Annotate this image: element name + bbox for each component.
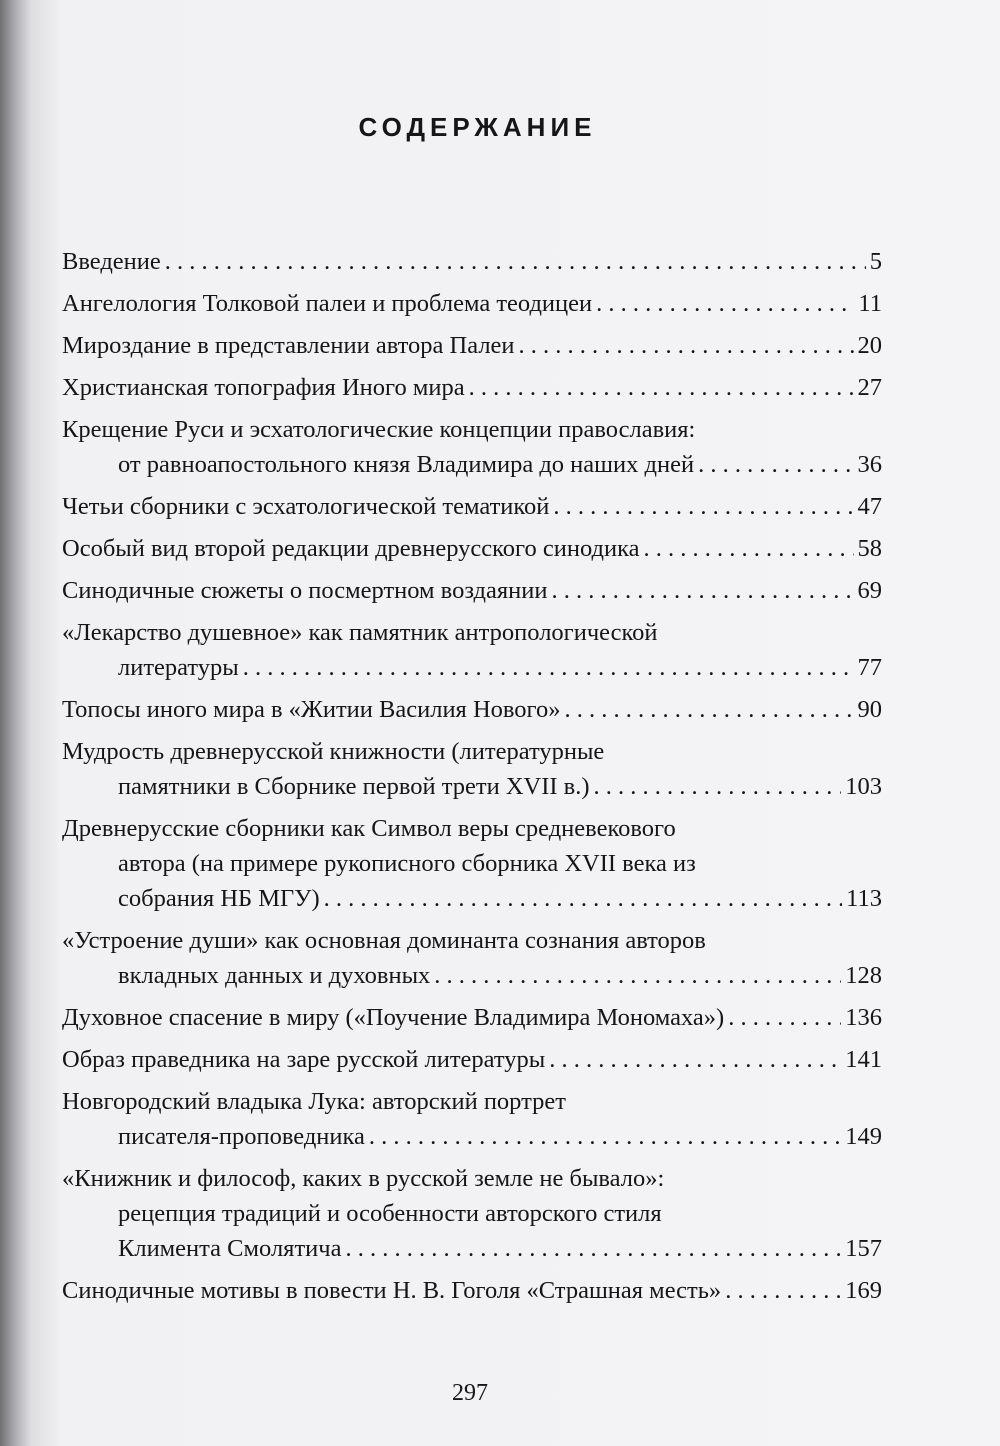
toc-entry-line bbox=[62, 244, 882, 279]
toc-page-number: 58 bbox=[857, 535, 882, 562]
toc-entry-line bbox=[62, 573, 882, 608]
toc-entry-title: «Лекарство душевное» как памятник антропологической bbox=[62, 619, 658, 646]
page-title: СОДЕРЖАНИЕ bbox=[358, 112, 597, 142]
dot-leader bbox=[698, 447, 853, 482]
toc-entry-title: Ангелология Толковой палеи и проблема теодицеи bbox=[62, 290, 593, 317]
dot-leader bbox=[369, 1119, 841, 1154]
toc-page-number: 136 bbox=[845, 1004, 882, 1031]
toc-entry-line bbox=[62, 328, 882, 363]
toc-page-number: 20 bbox=[857, 332, 882, 359]
dot-leader bbox=[549, 1042, 841, 1077]
toc-entry bbox=[62, 1042, 882, 1077]
toc-entry-line bbox=[62, 1084, 882, 1119]
dot-leader bbox=[725, 1273, 841, 1308]
toc-entry-title: Образ праведника на заре русской литературы bbox=[62, 1046, 546, 1073]
toc-page-number: 128 bbox=[845, 962, 882, 989]
dot-leader bbox=[434, 958, 841, 993]
dot-leader bbox=[469, 370, 854, 405]
dot-leader bbox=[243, 650, 854, 685]
toc-entry-title: автора (на примере рукописного сборника XVII века из bbox=[118, 850, 696, 877]
toc-entry bbox=[62, 489, 882, 524]
toc-entry-line bbox=[62, 734, 882, 769]
toc-entry-title: «Устроение души» как основная доминанта сознания авторов bbox=[62, 927, 706, 954]
dot-leader bbox=[345, 1231, 841, 1266]
toc-page-number: 113 bbox=[846, 885, 882, 912]
toc-entry bbox=[62, 286, 882, 321]
toc-entry-line bbox=[62, 531, 882, 566]
toc-entry-line bbox=[62, 1273, 882, 1308]
toc-entry bbox=[62, 1084, 882, 1154]
toc-entry bbox=[62, 923, 882, 993]
toc-entry-line bbox=[62, 286, 882, 321]
toc-entry-line bbox=[62, 370, 882, 405]
toc-entry-title: Мудрость древнерусской книжности (литературные bbox=[62, 738, 605, 765]
dot-leader bbox=[728, 1000, 841, 1035]
dot-leader bbox=[519, 328, 854, 363]
toc-page-number: 11 bbox=[858, 290, 882, 317]
toc-page-number: 90 bbox=[857, 696, 882, 723]
toc-entry-title: Новгородский владыка Лука: авторский портрет bbox=[62, 1088, 566, 1115]
toc-entry-title: Древнерусские сборники как Символ веры средневекового bbox=[62, 815, 676, 842]
toc-page-number: 69 bbox=[857, 577, 882, 604]
toc-entry-line bbox=[62, 1119, 882, 1154]
toc-page-number: 149 bbox=[845, 1123, 882, 1150]
toc-entry-line bbox=[62, 958, 882, 993]
toc-entry-title: Топосы иного мира в «Житии Василия Нового» bbox=[62, 696, 561, 723]
toc-entry-line bbox=[62, 846, 882, 881]
toc-entry-title: литературы bbox=[118, 654, 239, 681]
toc-entry-title: Мироздание в представлении автора Палеи bbox=[62, 332, 515, 359]
toc-entry bbox=[62, 573, 882, 608]
toc-entry bbox=[62, 1000, 882, 1035]
toc-entry-line bbox=[62, 1196, 882, 1231]
dot-leader bbox=[644, 531, 854, 566]
toc-entry-line bbox=[62, 489, 882, 524]
toc-entry-line bbox=[62, 1161, 882, 1196]
toc-entry bbox=[62, 1273, 882, 1308]
toc-entry bbox=[62, 244, 882, 279]
toc-entry-title: «Книжник и философ, каких в русской земле не бывало»: bbox=[62, 1165, 665, 1192]
toc-entry-line bbox=[62, 881, 882, 916]
toc-entry-line bbox=[62, 692, 882, 727]
toc-entry bbox=[62, 531, 882, 566]
toc-page-number: 36 bbox=[857, 451, 882, 478]
toc-entry-title: собрания НБ МГУ) bbox=[118, 885, 320, 912]
toc-entry bbox=[62, 692, 882, 727]
toc-entry-title: Введение bbox=[62, 248, 161, 275]
toc-entry-line bbox=[62, 923, 882, 958]
toc-entry bbox=[62, 734, 882, 804]
page-number: 297 bbox=[452, 1380, 488, 1406]
toc-entry-line bbox=[62, 650, 882, 685]
toc-page-number: 77 bbox=[857, 654, 882, 681]
dot-leader bbox=[596, 286, 854, 321]
toc-page-number: 157 bbox=[845, 1235, 882, 1262]
toc-entry-line bbox=[62, 1000, 882, 1035]
toc-entry-title: Синодичные сюжеты о посмертном воздаянии bbox=[62, 577, 548, 604]
dot-leader bbox=[165, 244, 866, 279]
dot-leader bbox=[324, 881, 842, 916]
toc-entry-title: писателя-проповедника bbox=[118, 1123, 365, 1150]
toc-page-number: 103 bbox=[845, 773, 882, 800]
toc-entry bbox=[62, 370, 882, 405]
dot-leader bbox=[552, 573, 854, 608]
toc-entry-line bbox=[62, 412, 882, 447]
toc-page-number: 141 bbox=[845, 1046, 882, 1073]
toc-entry-title: Синодичные мотивы в повести Н. В. Гоголя «Страшная месть» bbox=[62, 1277, 722, 1304]
toc-entry-title: от равноапостольного князя Владимира до наших дней bbox=[118, 451, 695, 478]
toc-entry-line bbox=[62, 1231, 882, 1266]
toc-entry-title: Христианская топография Иного мира bbox=[62, 374, 465, 401]
toc-entry bbox=[62, 615, 882, 685]
toc-entry-title: Четьи сборники с эсхатологической тематикой bbox=[62, 493, 550, 520]
dot-leader bbox=[594, 769, 842, 804]
toc-entry-title: Духовное спасение в миру («Поучение Владимира Мономаха») bbox=[62, 1004, 725, 1031]
toc-entry bbox=[62, 811, 882, 916]
toc-entry-title: Особый вид второй редакции древнерусского синодика bbox=[62, 535, 640, 562]
toc-page-number: 5 bbox=[869, 248, 882, 275]
toc-page-number: 169 bbox=[845, 1277, 882, 1304]
dot-leader bbox=[553, 489, 853, 524]
toc-entry-line bbox=[62, 769, 882, 804]
toc-entry-line bbox=[62, 447, 882, 482]
dot-leader bbox=[564, 692, 853, 727]
toc-entry-line bbox=[62, 1042, 882, 1077]
toc-page-number: 27 bbox=[857, 374, 882, 401]
toc-entry-title: вкладных данных и духовных bbox=[118, 962, 431, 989]
toc-entry-line bbox=[62, 615, 882, 650]
toc-entry bbox=[62, 328, 882, 363]
toc-entry-line bbox=[62, 811, 882, 846]
table-of-contents bbox=[62, 244, 882, 1315]
toc-entry bbox=[62, 412, 882, 482]
toc-entry-title: памятники в Сборнике первой трети XVII в.) bbox=[118, 773, 590, 800]
toc-entry-title: Крещение Руси и эсхатологические концепции православия: bbox=[62, 416, 696, 443]
toc-entry-title: Климента Смолятича bbox=[118, 1235, 342, 1262]
toc-page-number: 47 bbox=[857, 493, 882, 520]
toc-entry bbox=[62, 1161, 882, 1266]
toc-entry-title: рецепция традиций и особенности авторского стиля bbox=[118, 1200, 662, 1227]
